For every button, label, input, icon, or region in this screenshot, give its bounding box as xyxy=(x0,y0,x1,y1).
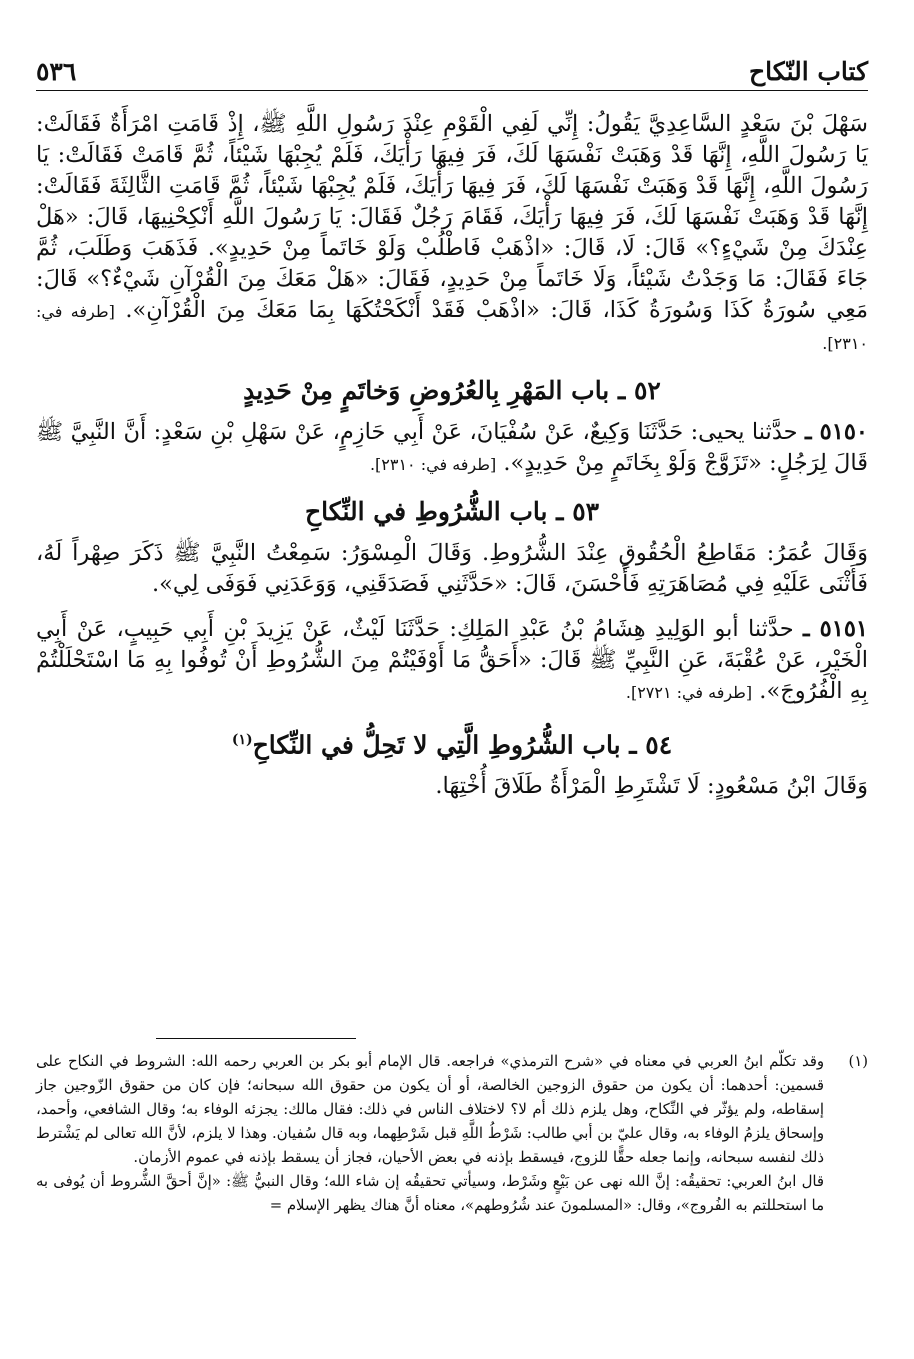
hadith-number: ٥١٥١ ـ xyxy=(803,616,868,642)
hadith-text: حدَّثنا أبو الوَلِيدِ هِشَامُ بْنُ عَبْدِ المَلِكِ: حَدَّثَنَا لَيْثٌ، عَنْ يَزِيدَ بْنِ أَبِي حَبِيبٍ، عَنْ أَبِي الْخَيْرِ، عَنْ عُقْبَةَ، عَنِ النَّبِيِّ ﷺ قَالَ: «أَحَقُّ مَا أَوْفَيْتُمْ مِنَ الشُّرُوطِ أَنْ تُوفُوا بِهِ مَا اسْتَحْلَلْتُمْ بِهِ الْفُرُوجَ». xyxy=(36,616,868,704)
chapter-heading-53: ٥٣ ـ باب الشُّرُوطِ في النِّكاحِ xyxy=(304,497,600,526)
hadith-5150 xyxy=(36,417,868,480)
footnotes xyxy=(36,1050,868,1218)
hadith-number: ٥١٥٠ ـ xyxy=(804,419,868,445)
footnote-marker: (١) xyxy=(231,732,253,748)
cross-reference: [طرفه في: ٢٧٢١]. xyxy=(625,683,753,702)
hadith-text: حدَّثنا يحيى: حَدَّثَنَا وَكِيعٌ، عَنْ سُفْيَانَ، عَنْ أَبِي حَازِمٍ، عَنْ سَهْلِ بْنِ سَعْدٍ: أَنَّ النَّبِيَّ ﷺ قَالَ لِرَجُلٍ: «تَزَوَّجْ وَلَوْ بِخَاتَمٍ مِنْ حَدِيدٍ». xyxy=(36,419,868,476)
cross-reference: [طرفه في: ٢٣١٠]. xyxy=(36,302,868,353)
cross-reference: [طرفه في: ٢٣١٠]. xyxy=(369,455,497,474)
hadith-continuation xyxy=(36,109,868,359)
hadith-5151 xyxy=(36,614,868,708)
footnote-number: (١) xyxy=(848,1053,868,1070)
running-title: كتاب النّكاح xyxy=(749,57,868,86)
page-number: ٥٣٦ xyxy=(36,57,77,86)
document-page xyxy=(36,50,868,1340)
chapter-heading-52: ٥٢ ـ باب المَهْرِ بِالعُرُوضِ وَخاتَمٍ مِنْ حَدِيدٍ xyxy=(243,376,661,405)
chapter-heading-54 xyxy=(36,722,868,763)
main-text xyxy=(36,109,868,802)
footnote-paragraph: قال ابنُ العربي: تحقيقُه: إنَّ الله نهى عن بَيْعٍ وشَرْط، وسيأتي تحقيقُه إن شاء الله؛ وقال النبيُّ ﷺ: «إنَّ أحقَّ الشُّروط أن يُوفى به ما استحللتم به الفُروج»، وقال: «المسلمونَ عند شُرُوطهم»، معناه أنَّ هناك يظهر الإسلام = xyxy=(36,1173,824,1214)
footnote-paragraph: وقد تكلّم ابنُ العربي في معناه في «شرح الترمذي» فراجعه. قال الإمام أبو بكر بن العربي رحمه الله: الشروط في النكاح على قسمين: أحدهما: أن يكون من حقوق الزوجين الخالصة، أو أن يكون من حقوق الله سبحانه؛ فإن كان من حقوق الزّوجين جاز إسقاطه، ولم يؤثّر في النِّكاح، وهل يلزم ذلك أم لا؟ لاختلاف الناس في ذلك: فقال مالك: يجزئه الوفاء به؛ وقال الشافعي، وأحمد، وإسحاق يلزمُ الوفاء به، وقال عليّ بن أبي طالب: شَرْطُ اللَّهِ قبل شَرْطِهما، وبه قال سُفيان. وهذا لا يلزم، لأنَّ الله تعالى لم يَشْترط ذلك لنفسه سبحانه، وإنما جعله حقًّا للزوج، فيسقط بإذنه في بعض الأحيان، فجاز أن يسقط بإذنه في عموم الأزمان. xyxy=(36,1053,824,1166)
chapter-53-text: وَقَالَ عُمَرُ: مَقَاطِعُ الْحُقُوقِ عِنْدَ الشُّرُوطِ. وَقَالَ الْمِسْوَرُ: سَمِعْتُ النَّبِيَّ ﷺ ذَكَرَ صِهْراً لَهُ، فَأَثْنَى عَلَيْهِ فِي مُصَاهَرَتِهِ فَأَحْسَنَ، قَالَ: «حَدَّثَنِي فَصَدَقَنِي، وَوَعَدَنِي فَوَفَى لِي». xyxy=(36,540,868,597)
chapter-heading-text: ٥٤ ـ باب الشُّرُوطِ الَّتِي لا تَحِلُّ في النِّكاحِ xyxy=(252,730,673,760)
footnote-1 xyxy=(36,1050,868,1218)
footnote-body xyxy=(36,1050,824,1218)
footnote-divider xyxy=(156,1038,356,1039)
chapter-54-text: وَقَالَ ابْنُ مَسْعُودٍ: لَا تَشْتَرِطِ الْمَرْأَةُ طَلَاقَ أُخْتِهَا. xyxy=(435,773,868,800)
page-header xyxy=(36,50,868,91)
hadith-text: سَهْلَ بْنَ سَعْدٍ السَّاعِدِيَّ يَقُولُ: إِنِّي لَفِي الْقَوْمِ عِنْدَ رَسُولِ اللَّهِ ﷺ، إِذْ قَامَتِ امْرَأَةٌ فَقَالَتْ: يَا رَسُولَ اللَّهِ، إِنَّهَا قَدْ وَهَبَتْ نَفْسَهَا لَكَ، فَرَ فِيهَا رَأْيَكَ، فَلَمْ يُجِبْهَا شَيْئاً، ثُمَّ قَامَتْ فَقَالَتْ: يَا رَسُولَ اللَّهِ، إِنَّهَا قَدْ وَهَبَتْ نَفْسَهَا لَكَ، فَرَ فِيهَا رَأْيَكَ، فَلَمْ يُجِبْهَا شَيْئاً، ثُمَّ قَامَتِ الثَّالِثَةَ فَقَالَتْ: إِنَّهَا قَدْ وَهَبَتْ نَفْسَهَا لَكَ، فَرَ فِيهَا رَأْيَكَ، فَقَامَ رَجُلٌ فَقَالَ: يَا رَسُولَ اللَّهِ أَنْكِحْنِيهَا، قَالَ: «هَلْ عِنْدَكَ مِنْ شَيْءٍ؟» قَالَ: لَا، قَالَ: «اذْهَبْ فَاطْلُبْ وَلَوْ خَاتَماً مِنْ حَدِيدٍ». فَذَهَبَ وَطَلَبَ، ثُمَّ جَاءَ فَقَالَ: مَا وَجَدْتُ شَيْئاً، وَلَا خَاتَماً مِنْ حَدِيدٍ، فَقَالَ: «هَلْ مَعَكَ مِنَ الْقُرْآنِ شَيْءٌ؟» قَالَ: مَعِي سُورَةُ كَذَا وَسُورَةُ كَذَا، قَالَ: «اذْهَبْ فَقَدْ أَنْكَحْتُكَهَا بِمَا مَعَكَ مِنَ الْقُرْآنِ». xyxy=(36,111,869,323)
